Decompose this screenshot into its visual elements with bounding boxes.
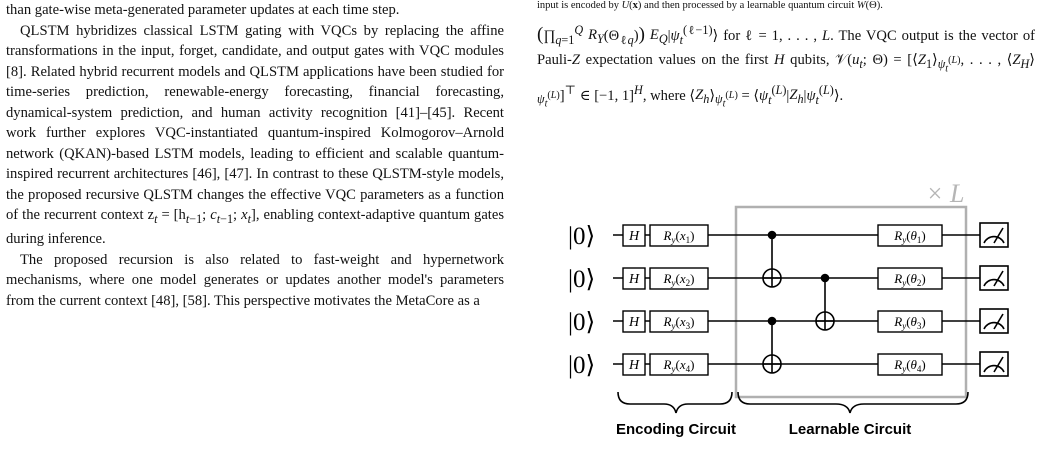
paragraph-top: input is encoded by U(x) and then processed by a learnable quantum circuit W(Θ).: [537, 0, 883, 11]
ket-4: |0⟩: [568, 352, 596, 379]
ket-3: |0⟩: [568, 309, 596, 336]
meter-needle-icon: [984, 228, 1004, 372]
paragraph-vqc: ($\prod_{q=1}^Q$ $R_Y(\Theta_{\ell q})$) $E_Q|\psi_t^{(\ell-1)}⟩$ for ℓ = 1, . . . , L. The VQC output is the vector of Pauli-Z expectation values on the first H qubits, $𝒱(u_t$; $\Theta) = [⟨Z_1⟩_{\psi_t^{(L)}}$, . . . , $⟨Z_H⟩_{\psi_t^{(L)}}]^⊤$ ∈ [−1, 1]$^H$, where $⟨Z_h⟩_{\psi_t^{(L)}}$ = $⟨\psi_t^{(L)}|Z_h|\psi_t^{(L)}⟩$.: [537, 22, 1036, 110]
h-gate-label: H: [628, 315, 640, 330]
left-column: [6, 0, 504, 311]
paragraph-recursion: The proposed recursion is also related to fast-weight and hypernetwork mechanisms, where one model generates or updates another model's parameters from the current context [48], [58]. This perspective motivates the MetaCore as a: [6, 251, 504, 309]
measurement-icon: [980, 223, 1008, 376]
h-gate-label: H: [628, 229, 640, 244]
learnable-gates: [878, 225, 942, 375]
paragraph-continuation: than gate-wise meta-generated parameter updates at each time step.: [6, 2, 400, 18]
ket-1: |0⟩: [568, 223, 596, 250]
ry-learnable-gate: $R_y(\theta_3)$: [894, 314, 926, 331]
learnable-circuit-label: Learnable Circuit: [788, 421, 912, 438]
learnable-brace: [738, 392, 968, 413]
ket-2: |0⟩: [568, 266, 596, 293]
ry-encoding-gate: $R_y(x_4)$: [663, 357, 695, 374]
ry-encoding-gate: $R_y(x_1)$: [663, 228, 695, 245]
ry-learnable-gate: $R_y(\theta_4)$: [894, 357, 926, 374]
h-gate-label: H: [628, 358, 640, 373]
encoding-brace: [618, 392, 732, 413]
quantum-circuit-diagram: [560, 180, 1030, 465]
h-gates: [623, 225, 645, 375]
right-column: [537, 0, 1035, 115]
ry-encoding-gate: $R_y(x_2)$: [663, 271, 695, 288]
encoding-circuit-label: Encoding Circuit: [616, 421, 736, 438]
cnot-gates: [763, 232, 834, 374]
paragraph-qlstm: QLSTM hybridizes classical LSTM gating with VQCs by replacing the affine transformations in the input, forget, candidate, and output gates with VQC modules [8]. Related hybrid recurrent models and QLSTM applications have been studied for time-series prediction, renewable-energy forecasting, financial forecasting, dynamical-system prediction, and human activity recognition [41]–[45]. Recent work further explores VQC-instantiated quantum-inspired Kolmogorov–Arnold network (QKAN)-based LSTM models, leading to efficient and scalable quantum-inspired recurrent architectures [46], [47]. In contrast to these QLSTM-style models, the proposed recursive QLSTM changes the effective VQC parameters as a function of the recurrent context $z_t = [h_{t-1}$; $c_{t-1}$; $x_t$], enabling context-adaptive quantum gates during inference.: [6, 22, 505, 248]
ry-learnable-gate: $R_y(\theta_1)$: [894, 228, 926, 245]
encoding-gates: [650, 225, 708, 375]
ry-learnable-gate: $R_y(\theta_2)$: [894, 271, 926, 288]
repeat-label: × L: [926, 180, 965, 208]
h-gate-label: H: [628, 272, 640, 287]
ry-encoding-gate: $R_y(x_3)$: [663, 314, 695, 331]
